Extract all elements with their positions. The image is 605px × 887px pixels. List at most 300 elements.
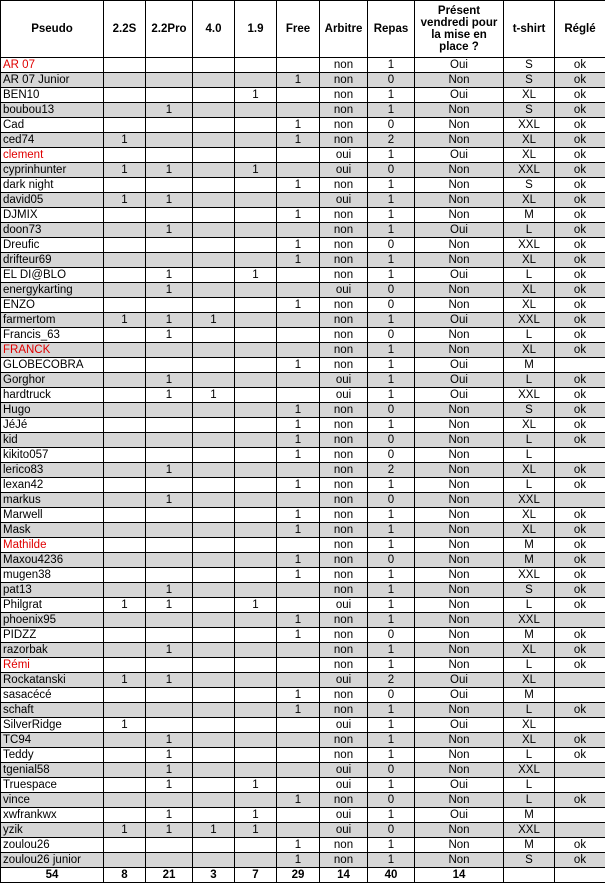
table-cell[interactable]: L bbox=[504, 658, 555, 673]
table-cell[interactable]: S bbox=[504, 103, 555, 118]
table-cell[interactable]: XL bbox=[504, 463, 555, 478]
table-cell[interactable] bbox=[235, 433, 277, 448]
table-cell[interactable]: 1 bbox=[235, 778, 277, 793]
table-cell[interactable]: XXL bbox=[504, 313, 555, 328]
table-cell[interactable]: 1 bbox=[277, 613, 320, 628]
table-cell[interactable]: 1 bbox=[368, 853, 415, 868]
table-cell[interactable] bbox=[146, 208, 193, 223]
table-cell[interactable] bbox=[193, 613, 235, 628]
table-cell[interactable] bbox=[235, 388, 277, 403]
table-cell[interactable]: ok bbox=[555, 253, 605, 268]
table-cell[interactable]: ok bbox=[555, 313, 605, 328]
table-cell[interactable] bbox=[235, 463, 277, 478]
pseudo-cell[interactable]: schaft bbox=[1, 703, 104, 718]
table-cell[interactable]: 1 bbox=[104, 163, 146, 178]
table-cell[interactable]: 0 bbox=[368, 448, 415, 463]
table-cell[interactable] bbox=[193, 538, 235, 553]
table-cell[interactable]: L bbox=[504, 223, 555, 238]
table-cell[interactable]: Non bbox=[415, 448, 504, 463]
table-cell[interactable]: 1 bbox=[368, 733, 415, 748]
table-cell[interactable] bbox=[104, 613, 146, 628]
table-cell[interactable] bbox=[235, 328, 277, 343]
table-cell[interactable] bbox=[146, 253, 193, 268]
table-cell[interactable]: 1 bbox=[368, 538, 415, 553]
table-cell[interactable]: 1 bbox=[277, 853, 320, 868]
table-cell[interactable]: Oui bbox=[415, 373, 504, 388]
table-cell[interactable] bbox=[104, 448, 146, 463]
table-cell[interactable] bbox=[193, 133, 235, 148]
table-cell[interactable]: ok bbox=[555, 523, 605, 538]
table-cell[interactable]: Oui bbox=[415, 88, 504, 103]
table-cell[interactable]: non bbox=[320, 568, 368, 583]
table-cell[interactable]: XXL bbox=[504, 388, 555, 403]
table-cell[interactable] bbox=[193, 553, 235, 568]
table-cell[interactable]: Non bbox=[415, 193, 504, 208]
table-cell[interactable]: non bbox=[320, 493, 368, 508]
table-cell[interactable] bbox=[277, 538, 320, 553]
table-cell[interactable] bbox=[104, 103, 146, 118]
table-cell[interactable] bbox=[193, 88, 235, 103]
table-cell[interactable]: 1 bbox=[277, 358, 320, 373]
table-cell[interactable]: 1 bbox=[277, 508, 320, 523]
pseudo-cell[interactable]: Mask bbox=[1, 523, 104, 538]
table-cell[interactable]: XXL bbox=[504, 163, 555, 178]
table-cell[interactable]: 0 bbox=[368, 688, 415, 703]
table-cell[interactable]: Non bbox=[415, 793, 504, 808]
table-cell[interactable]: L bbox=[504, 328, 555, 343]
table-cell[interactable]: 1 bbox=[146, 748, 193, 763]
table-cell[interactable]: non bbox=[320, 478, 368, 493]
table-cell[interactable]: XL bbox=[504, 253, 555, 268]
table-cell[interactable] bbox=[235, 733, 277, 748]
table-cell[interactable] bbox=[104, 403, 146, 418]
table-cell[interactable] bbox=[146, 658, 193, 673]
table-cell[interactable]: XL bbox=[504, 523, 555, 538]
table-cell[interactable]: Non bbox=[415, 493, 504, 508]
table-cell[interactable] bbox=[277, 268, 320, 283]
table-cell[interactable]: 1 bbox=[104, 313, 146, 328]
table-cell[interactable] bbox=[193, 238, 235, 253]
table-cell[interactable] bbox=[193, 523, 235, 538]
table-cell[interactable]: ok bbox=[555, 508, 605, 523]
table-cell[interactable]: 1 bbox=[146, 103, 193, 118]
table-cell[interactable]: 1 bbox=[368, 523, 415, 538]
table-cell[interactable]: 1 bbox=[146, 373, 193, 388]
table-cell[interactable]: non bbox=[320, 508, 368, 523]
table-cell[interactable]: oui bbox=[320, 673, 368, 688]
table-cell[interactable]: M bbox=[504, 553, 555, 568]
table-cell[interactable]: non bbox=[320, 463, 368, 478]
table-cell[interactable]: XL bbox=[504, 718, 555, 733]
table-cell[interactable] bbox=[277, 643, 320, 658]
table-cell[interactable] bbox=[193, 463, 235, 478]
table-cell[interactable] bbox=[193, 688, 235, 703]
table-cell[interactable] bbox=[104, 373, 146, 388]
table-cell[interactable] bbox=[104, 778, 146, 793]
table-cell[interactable]: 1 bbox=[277, 688, 320, 703]
table-cell[interactable]: 1 bbox=[104, 823, 146, 838]
table-cell[interactable] bbox=[555, 358, 605, 373]
table-cell[interactable]: ok bbox=[555, 148, 605, 163]
pseudo-cell[interactable]: energykarting bbox=[1, 283, 104, 298]
column-header[interactable]: t-shirt bbox=[504, 1, 555, 58]
table-cell[interactable] bbox=[104, 478, 146, 493]
table-cell[interactable]: L bbox=[504, 793, 555, 808]
table-cell[interactable]: oui bbox=[320, 388, 368, 403]
total-cell[interactable]: 14 bbox=[415, 868, 504, 883]
table-cell[interactable]: 1 bbox=[368, 613, 415, 628]
table-cell[interactable]: ok bbox=[555, 58, 605, 73]
table-cell[interactable]: Non bbox=[415, 658, 504, 673]
column-header[interactable]: Réglé bbox=[555, 1, 605, 58]
pseudo-cell[interactable]: yzik bbox=[1, 823, 104, 838]
table-cell[interactable]: Non bbox=[415, 733, 504, 748]
table-cell[interactable]: 1 bbox=[193, 313, 235, 328]
table-cell[interactable] bbox=[235, 793, 277, 808]
table-cell[interactable]: Oui bbox=[415, 673, 504, 688]
table-cell[interactable]: XL bbox=[504, 733, 555, 748]
total-cell[interactable] bbox=[555, 868, 605, 883]
table-cell[interactable]: Non bbox=[415, 613, 504, 628]
table-cell[interactable] bbox=[235, 343, 277, 358]
table-cell[interactable] bbox=[104, 253, 146, 268]
table-cell[interactable]: 1 bbox=[368, 103, 415, 118]
table-cell[interactable] bbox=[146, 853, 193, 868]
table-cell[interactable]: 1 bbox=[368, 418, 415, 433]
table-cell[interactable] bbox=[193, 358, 235, 373]
table-cell[interactable]: Oui bbox=[415, 688, 504, 703]
table-cell[interactable]: 2 bbox=[368, 463, 415, 478]
table-cell[interactable]: Non bbox=[415, 328, 504, 343]
table-cell[interactable]: 0 bbox=[368, 298, 415, 313]
table-cell[interactable]: 0 bbox=[368, 433, 415, 448]
table-cell[interactable]: oui bbox=[320, 283, 368, 298]
table-cell[interactable]: non bbox=[320, 328, 368, 343]
table-cell[interactable] bbox=[104, 523, 146, 538]
table-cell[interactable]: non bbox=[320, 658, 368, 673]
table-cell[interactable]: 1 bbox=[368, 478, 415, 493]
column-header[interactable]: 2.2S bbox=[104, 1, 146, 58]
total-cell[interactable]: 7 bbox=[235, 868, 277, 883]
table-cell[interactable]: 1 bbox=[193, 388, 235, 403]
table-cell[interactable]: 1 bbox=[368, 838, 415, 853]
table-cell[interactable]: S bbox=[504, 58, 555, 73]
table-cell[interactable]: ok bbox=[555, 568, 605, 583]
table-cell[interactable] bbox=[193, 328, 235, 343]
pseudo-cell[interactable]: hardtruck bbox=[1, 388, 104, 403]
table-cell[interactable]: 1 bbox=[235, 823, 277, 838]
pseudo-cell[interactable]: clement bbox=[1, 148, 104, 163]
table-cell[interactable] bbox=[235, 223, 277, 238]
table-cell[interactable]: non bbox=[320, 298, 368, 313]
table-cell[interactable]: non bbox=[320, 238, 368, 253]
table-cell[interactable] bbox=[146, 433, 193, 448]
table-cell[interactable] bbox=[146, 478, 193, 493]
table-cell[interactable]: 1 bbox=[104, 673, 146, 688]
table-cell[interactable]: non bbox=[320, 748, 368, 763]
table-cell[interactable]: Non bbox=[415, 343, 504, 358]
table-cell[interactable]: ok bbox=[555, 103, 605, 118]
table-cell[interactable]: ok bbox=[555, 853, 605, 868]
total-cell[interactable]: 29 bbox=[277, 868, 320, 883]
table-cell[interactable] bbox=[277, 778, 320, 793]
table-cell[interactable]: 1 bbox=[277, 238, 320, 253]
table-cell[interactable]: Non bbox=[415, 643, 504, 658]
table-cell[interactable] bbox=[235, 478, 277, 493]
table-cell[interactable]: Non bbox=[415, 598, 504, 613]
table-cell[interactable]: XXL bbox=[504, 613, 555, 628]
table-cell[interactable] bbox=[146, 568, 193, 583]
table-cell[interactable]: non bbox=[320, 628, 368, 643]
table-cell[interactable]: 1 bbox=[368, 268, 415, 283]
table-cell[interactable] bbox=[104, 493, 146, 508]
table-cell[interactable] bbox=[235, 613, 277, 628]
table-cell[interactable] bbox=[193, 298, 235, 313]
table-cell[interactable]: non bbox=[320, 643, 368, 658]
table-cell[interactable]: non bbox=[320, 418, 368, 433]
pseudo-cell[interactable]: zoulou26 junior bbox=[1, 853, 104, 868]
table-cell[interactable] bbox=[193, 853, 235, 868]
pseudo-cell[interactable]: kikito057 bbox=[1, 448, 104, 463]
table-cell[interactable]: Oui bbox=[415, 358, 504, 373]
table-cell[interactable]: Non bbox=[415, 238, 504, 253]
table-cell[interactable]: ok bbox=[555, 838, 605, 853]
table-cell[interactable] bbox=[146, 73, 193, 88]
table-cell[interactable]: ok bbox=[555, 268, 605, 283]
table-cell[interactable] bbox=[193, 568, 235, 583]
table-cell[interactable] bbox=[193, 478, 235, 493]
table-cell[interactable] bbox=[277, 313, 320, 328]
table-cell[interactable]: non bbox=[320, 433, 368, 448]
table-cell[interactable]: 0 bbox=[368, 283, 415, 298]
table-cell[interactable]: Non bbox=[415, 748, 504, 763]
table-cell[interactable]: oui bbox=[320, 808, 368, 823]
table-cell[interactable] bbox=[235, 748, 277, 763]
table-cell[interactable] bbox=[104, 418, 146, 433]
pseudo-cell[interactable]: kid bbox=[1, 433, 104, 448]
table-cell[interactable]: XL bbox=[504, 148, 555, 163]
table-cell[interactable] bbox=[277, 748, 320, 763]
table-cell[interactable]: M bbox=[504, 358, 555, 373]
pseudo-cell[interactable]: EL DI@BLO bbox=[1, 268, 104, 283]
table-cell[interactable] bbox=[555, 763, 605, 778]
table-cell[interactable] bbox=[104, 643, 146, 658]
table-cell[interactable]: ok bbox=[555, 343, 605, 358]
table-cell[interactable] bbox=[146, 58, 193, 73]
table-cell[interactable] bbox=[193, 253, 235, 268]
pseudo-cell[interactable]: TC94 bbox=[1, 733, 104, 748]
total-cell[interactable]: 21 bbox=[146, 868, 193, 883]
pseudo-cell[interactable]: Teddy bbox=[1, 748, 104, 763]
table-cell[interactable]: 1 bbox=[235, 268, 277, 283]
table-cell[interactable] bbox=[193, 673, 235, 688]
table-cell[interactable] bbox=[146, 298, 193, 313]
table-cell[interactable] bbox=[235, 493, 277, 508]
table-cell[interactable] bbox=[146, 358, 193, 373]
table-cell[interactable]: Non bbox=[415, 298, 504, 313]
table-cell[interactable] bbox=[555, 823, 605, 838]
table-cell[interactable]: ok bbox=[555, 628, 605, 643]
table-cell[interactable]: ok bbox=[555, 538, 605, 553]
table-cell[interactable] bbox=[277, 103, 320, 118]
table-cell[interactable] bbox=[235, 553, 277, 568]
pseudo-cell[interactable]: mugen38 bbox=[1, 568, 104, 583]
table-cell[interactable] bbox=[146, 628, 193, 643]
table-cell[interactable] bbox=[104, 583, 146, 598]
table-cell[interactable]: 1 bbox=[277, 253, 320, 268]
table-cell[interactable] bbox=[193, 373, 235, 388]
table-cell[interactable] bbox=[193, 58, 235, 73]
table-cell[interactable]: Non bbox=[415, 253, 504, 268]
table-cell[interactable]: 1 bbox=[368, 88, 415, 103]
table-cell[interactable] bbox=[146, 538, 193, 553]
table-cell[interactable] bbox=[235, 118, 277, 133]
table-cell[interactable]: 1 bbox=[368, 193, 415, 208]
table-cell[interactable]: XXL bbox=[504, 568, 555, 583]
column-header[interactable]: Repas bbox=[368, 1, 415, 58]
table-cell[interactable]: 1 bbox=[277, 403, 320, 418]
table-cell[interactable] bbox=[193, 148, 235, 163]
table-cell[interactable] bbox=[235, 718, 277, 733]
table-cell[interactable] bbox=[146, 178, 193, 193]
table-cell[interactable] bbox=[104, 208, 146, 223]
pseudo-cell[interactable]: vince bbox=[1, 793, 104, 808]
table-cell[interactable]: XL bbox=[504, 193, 555, 208]
pseudo-cell[interactable]: Hugo bbox=[1, 403, 104, 418]
table-cell[interactable]: non bbox=[320, 253, 368, 268]
table-cell[interactable]: XL bbox=[504, 673, 555, 688]
pseudo-cell[interactable]: Rockatanski bbox=[1, 673, 104, 688]
table-cell[interactable] bbox=[193, 808, 235, 823]
table-cell[interactable] bbox=[277, 463, 320, 478]
table-cell[interactable]: non bbox=[320, 583, 368, 598]
table-cell[interactable]: Non bbox=[415, 853, 504, 868]
table-cell[interactable] bbox=[193, 73, 235, 88]
total-cell[interactable]: 54 bbox=[1, 868, 104, 883]
table-cell[interactable] bbox=[104, 703, 146, 718]
pseudo-cell[interactable]: sasacécé bbox=[1, 688, 104, 703]
table-cell[interactable]: ok bbox=[555, 748, 605, 763]
table-cell[interactable]: 1 bbox=[368, 253, 415, 268]
pseudo-cell[interactable]: ENZO bbox=[1, 298, 104, 313]
table-cell[interactable]: oui bbox=[320, 163, 368, 178]
table-cell[interactable] bbox=[277, 88, 320, 103]
table-cell[interactable] bbox=[104, 658, 146, 673]
table-cell[interactable] bbox=[235, 238, 277, 253]
table-cell[interactable] bbox=[235, 358, 277, 373]
pseudo-cell[interactable]: ced74 bbox=[1, 133, 104, 148]
table-cell[interactable]: 0 bbox=[368, 763, 415, 778]
table-cell[interactable] bbox=[235, 673, 277, 688]
column-header[interactable]: 2.2Pro bbox=[146, 1, 193, 58]
table-cell[interactable] bbox=[277, 493, 320, 508]
column-header[interactable]: Pseudo bbox=[1, 1, 104, 58]
table-cell[interactable] bbox=[235, 103, 277, 118]
column-header[interactable]: Arbitre bbox=[320, 1, 368, 58]
table-cell[interactable]: 1 bbox=[368, 343, 415, 358]
table-cell[interactable] bbox=[277, 283, 320, 298]
table-cell[interactable]: 0 bbox=[368, 403, 415, 418]
table-cell[interactable]: 1 bbox=[368, 583, 415, 598]
table-cell[interactable] bbox=[193, 118, 235, 133]
table-cell[interactable] bbox=[235, 58, 277, 73]
pseudo-cell[interactable]: markus bbox=[1, 493, 104, 508]
table-cell[interactable]: 1 bbox=[277, 568, 320, 583]
table-cell[interactable] bbox=[235, 688, 277, 703]
table-cell[interactable]: 0 bbox=[368, 493, 415, 508]
table-cell[interactable] bbox=[146, 718, 193, 733]
table-cell[interactable]: Non bbox=[415, 103, 504, 118]
pseudo-cell[interactable]: pat13 bbox=[1, 583, 104, 598]
table-cell[interactable]: Oui bbox=[415, 58, 504, 73]
table-cell[interactable]: 1 bbox=[368, 208, 415, 223]
table-cell[interactable] bbox=[104, 358, 146, 373]
table-cell[interactable] bbox=[555, 493, 605, 508]
pseudo-cell[interactable]: lexan42 bbox=[1, 478, 104, 493]
pseudo-cell[interactable]: Maxou4236 bbox=[1, 553, 104, 568]
table-cell[interactable]: oui bbox=[320, 718, 368, 733]
table-cell[interactable]: non bbox=[320, 613, 368, 628]
table-cell[interactable]: non bbox=[320, 313, 368, 328]
table-cell[interactable]: M bbox=[504, 808, 555, 823]
table-cell[interactable]: non bbox=[320, 268, 368, 283]
table-cell[interactable] bbox=[146, 148, 193, 163]
table-cell[interactable]: 1 bbox=[368, 778, 415, 793]
table-cell[interactable]: Non bbox=[415, 463, 504, 478]
table-cell[interactable]: XXL bbox=[504, 118, 555, 133]
table-cell[interactable]: 1 bbox=[146, 733, 193, 748]
column-header[interactable]: Présent vendredi pour la mise en place ? bbox=[415, 1, 504, 58]
table-cell[interactable]: Non bbox=[415, 763, 504, 778]
table-cell[interactable]: 1 bbox=[104, 133, 146, 148]
pseudo-cell[interactable]: Marwell bbox=[1, 508, 104, 523]
table-cell[interactable] bbox=[235, 853, 277, 868]
table-cell[interactable]: 1 bbox=[104, 193, 146, 208]
table-cell[interactable] bbox=[555, 613, 605, 628]
table-cell[interactable]: 1 bbox=[146, 778, 193, 793]
table-cell[interactable]: Non bbox=[415, 208, 504, 223]
table-cell[interactable] bbox=[193, 223, 235, 238]
pseudo-cell[interactable]: JéJé bbox=[1, 418, 104, 433]
table-cell[interactable] bbox=[146, 838, 193, 853]
pseudo-cell[interactable]: Mathilde bbox=[1, 538, 104, 553]
table-cell[interactable] bbox=[146, 703, 193, 718]
table-cell[interactable] bbox=[555, 778, 605, 793]
table-cell[interactable]: Non bbox=[415, 628, 504, 643]
table-cell[interactable] bbox=[193, 508, 235, 523]
table-cell[interactable]: 1 bbox=[277, 73, 320, 88]
table-cell[interactable]: Non bbox=[415, 523, 504, 538]
table-cell[interactable]: L bbox=[504, 433, 555, 448]
table-cell[interactable]: non bbox=[320, 178, 368, 193]
table-cell[interactable] bbox=[235, 193, 277, 208]
table-cell[interactable]: Non bbox=[415, 73, 504, 88]
table-cell[interactable]: Non bbox=[415, 838, 504, 853]
table-cell[interactable] bbox=[193, 778, 235, 793]
table-cell[interactable]: ok bbox=[555, 598, 605, 613]
pseudo-cell[interactable]: boubou13 bbox=[1, 103, 104, 118]
table-cell[interactable] bbox=[193, 343, 235, 358]
table-cell[interactable]: 1 bbox=[368, 658, 415, 673]
table-cell[interactable]: Non bbox=[415, 403, 504, 418]
table-cell[interactable]: ok bbox=[555, 733, 605, 748]
table-cell[interactable]: 0 bbox=[368, 793, 415, 808]
pseudo-cell[interactable]: PIDZZ bbox=[1, 628, 104, 643]
table-cell[interactable]: ok bbox=[555, 433, 605, 448]
table-cell[interactable]: oui bbox=[320, 193, 368, 208]
table-cell[interactable]: ok bbox=[555, 283, 605, 298]
table-cell[interactable]: 1 bbox=[235, 88, 277, 103]
